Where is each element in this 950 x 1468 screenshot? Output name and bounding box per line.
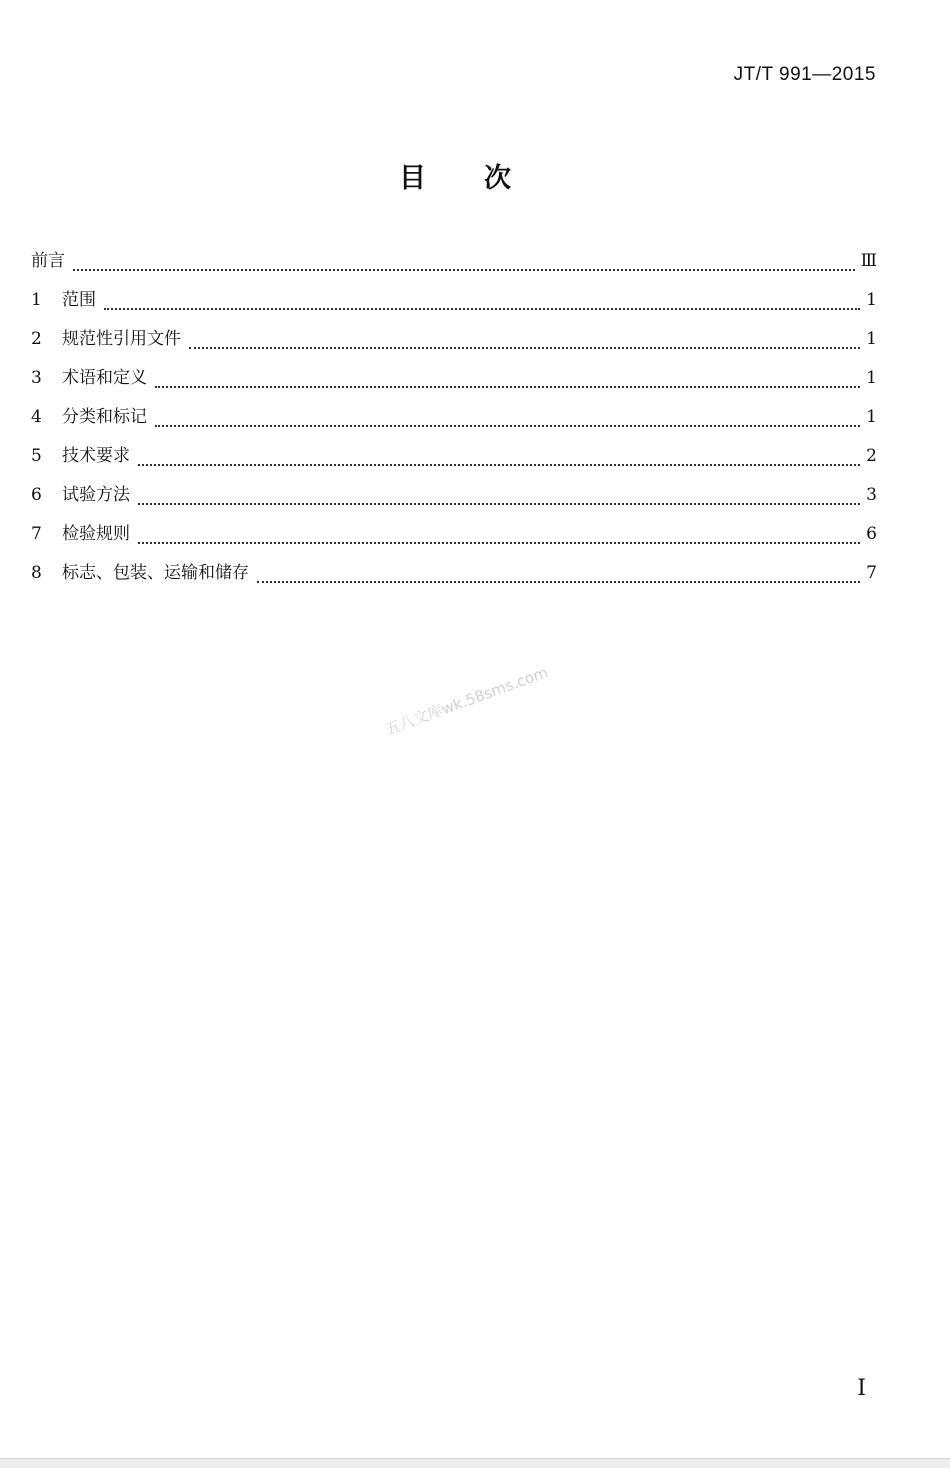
toc-leader [155, 384, 860, 388]
toc-entry-1[interactable] [31, 285, 877, 324]
toc-entry-page: 2 [866, 446, 877, 466]
toc-entry-page: 1 [866, 290, 877, 310]
toc-entry-text: 标志、包装、运输和储存 [62, 563, 249, 583]
toc-entry-number: 4 [31, 407, 42, 427]
toc-entry-number: 2 [31, 329, 42, 349]
toc-entry-8[interactable] [31, 558, 877, 597]
page-number: I [857, 1376, 866, 1401]
toc-leader [138, 462, 860, 466]
toc-leader [138, 540, 860, 544]
toc-entry-2[interactable] [31, 324, 877, 363]
toc-entry-text: 分类和标记 [62, 407, 147, 427]
toc-entry-number: 1 [31, 290, 42, 310]
toc-entry-page: 1 [866, 407, 877, 427]
toc-entry-number: 3 [31, 368, 42, 388]
toc-entry-6[interactable] [31, 480, 877, 519]
toc-entry-5[interactable] [31, 441, 877, 480]
toc-entry-4[interactable] [31, 402, 877, 441]
toc-entry-page: 3 [866, 485, 877, 505]
toc-leader [155, 423, 860, 427]
standard-code: JT/T 991—2015 [733, 64, 876, 85]
toc-entry-page: 1 [866, 329, 877, 349]
toc-leader [73, 267, 855, 271]
toc-entry-number: 8 [31, 563, 42, 583]
toc-entry-page: 1 [866, 368, 877, 388]
toc-entry-7[interactable] [31, 519, 877, 558]
toc-leader [189, 345, 860, 349]
toc-entry-page: Ⅲ [860, 251, 877, 271]
toc-entry-page: 6 [866, 524, 877, 544]
toc-entry-text: 试验方法 [62, 485, 130, 505]
toc-leader [257, 579, 860, 583]
toc-leader [104, 306, 860, 310]
toc-entry-page: 7 [866, 563, 877, 583]
toc-leader [138, 501, 860, 505]
toc-entry-text: 范围 [62, 290, 96, 310]
toc-entry-number: 7 [31, 524, 42, 544]
toc-entry-number: 6 [31, 485, 42, 505]
toc-entry-text: 技术要求 [62, 446, 130, 466]
toc-entry-3[interactable] [31, 363, 877, 402]
toc-entry-text: 术语和定义 [62, 368, 147, 388]
toc-entry-text: 前言 [31, 251, 65, 271]
toc-entry-text: 检验规则 [62, 524, 130, 544]
toc-entry-number: 5 [31, 446, 42, 466]
toc-title: 目次 [399, 163, 569, 194]
watermark: 五八文库wk.58sms.com [382, 663, 551, 739]
toc-list [31, 246, 877, 597]
toc-entry-text: 规范性引用文件 [62, 329, 181, 349]
toc-entry-foreword[interactable] [31, 246, 877, 285]
